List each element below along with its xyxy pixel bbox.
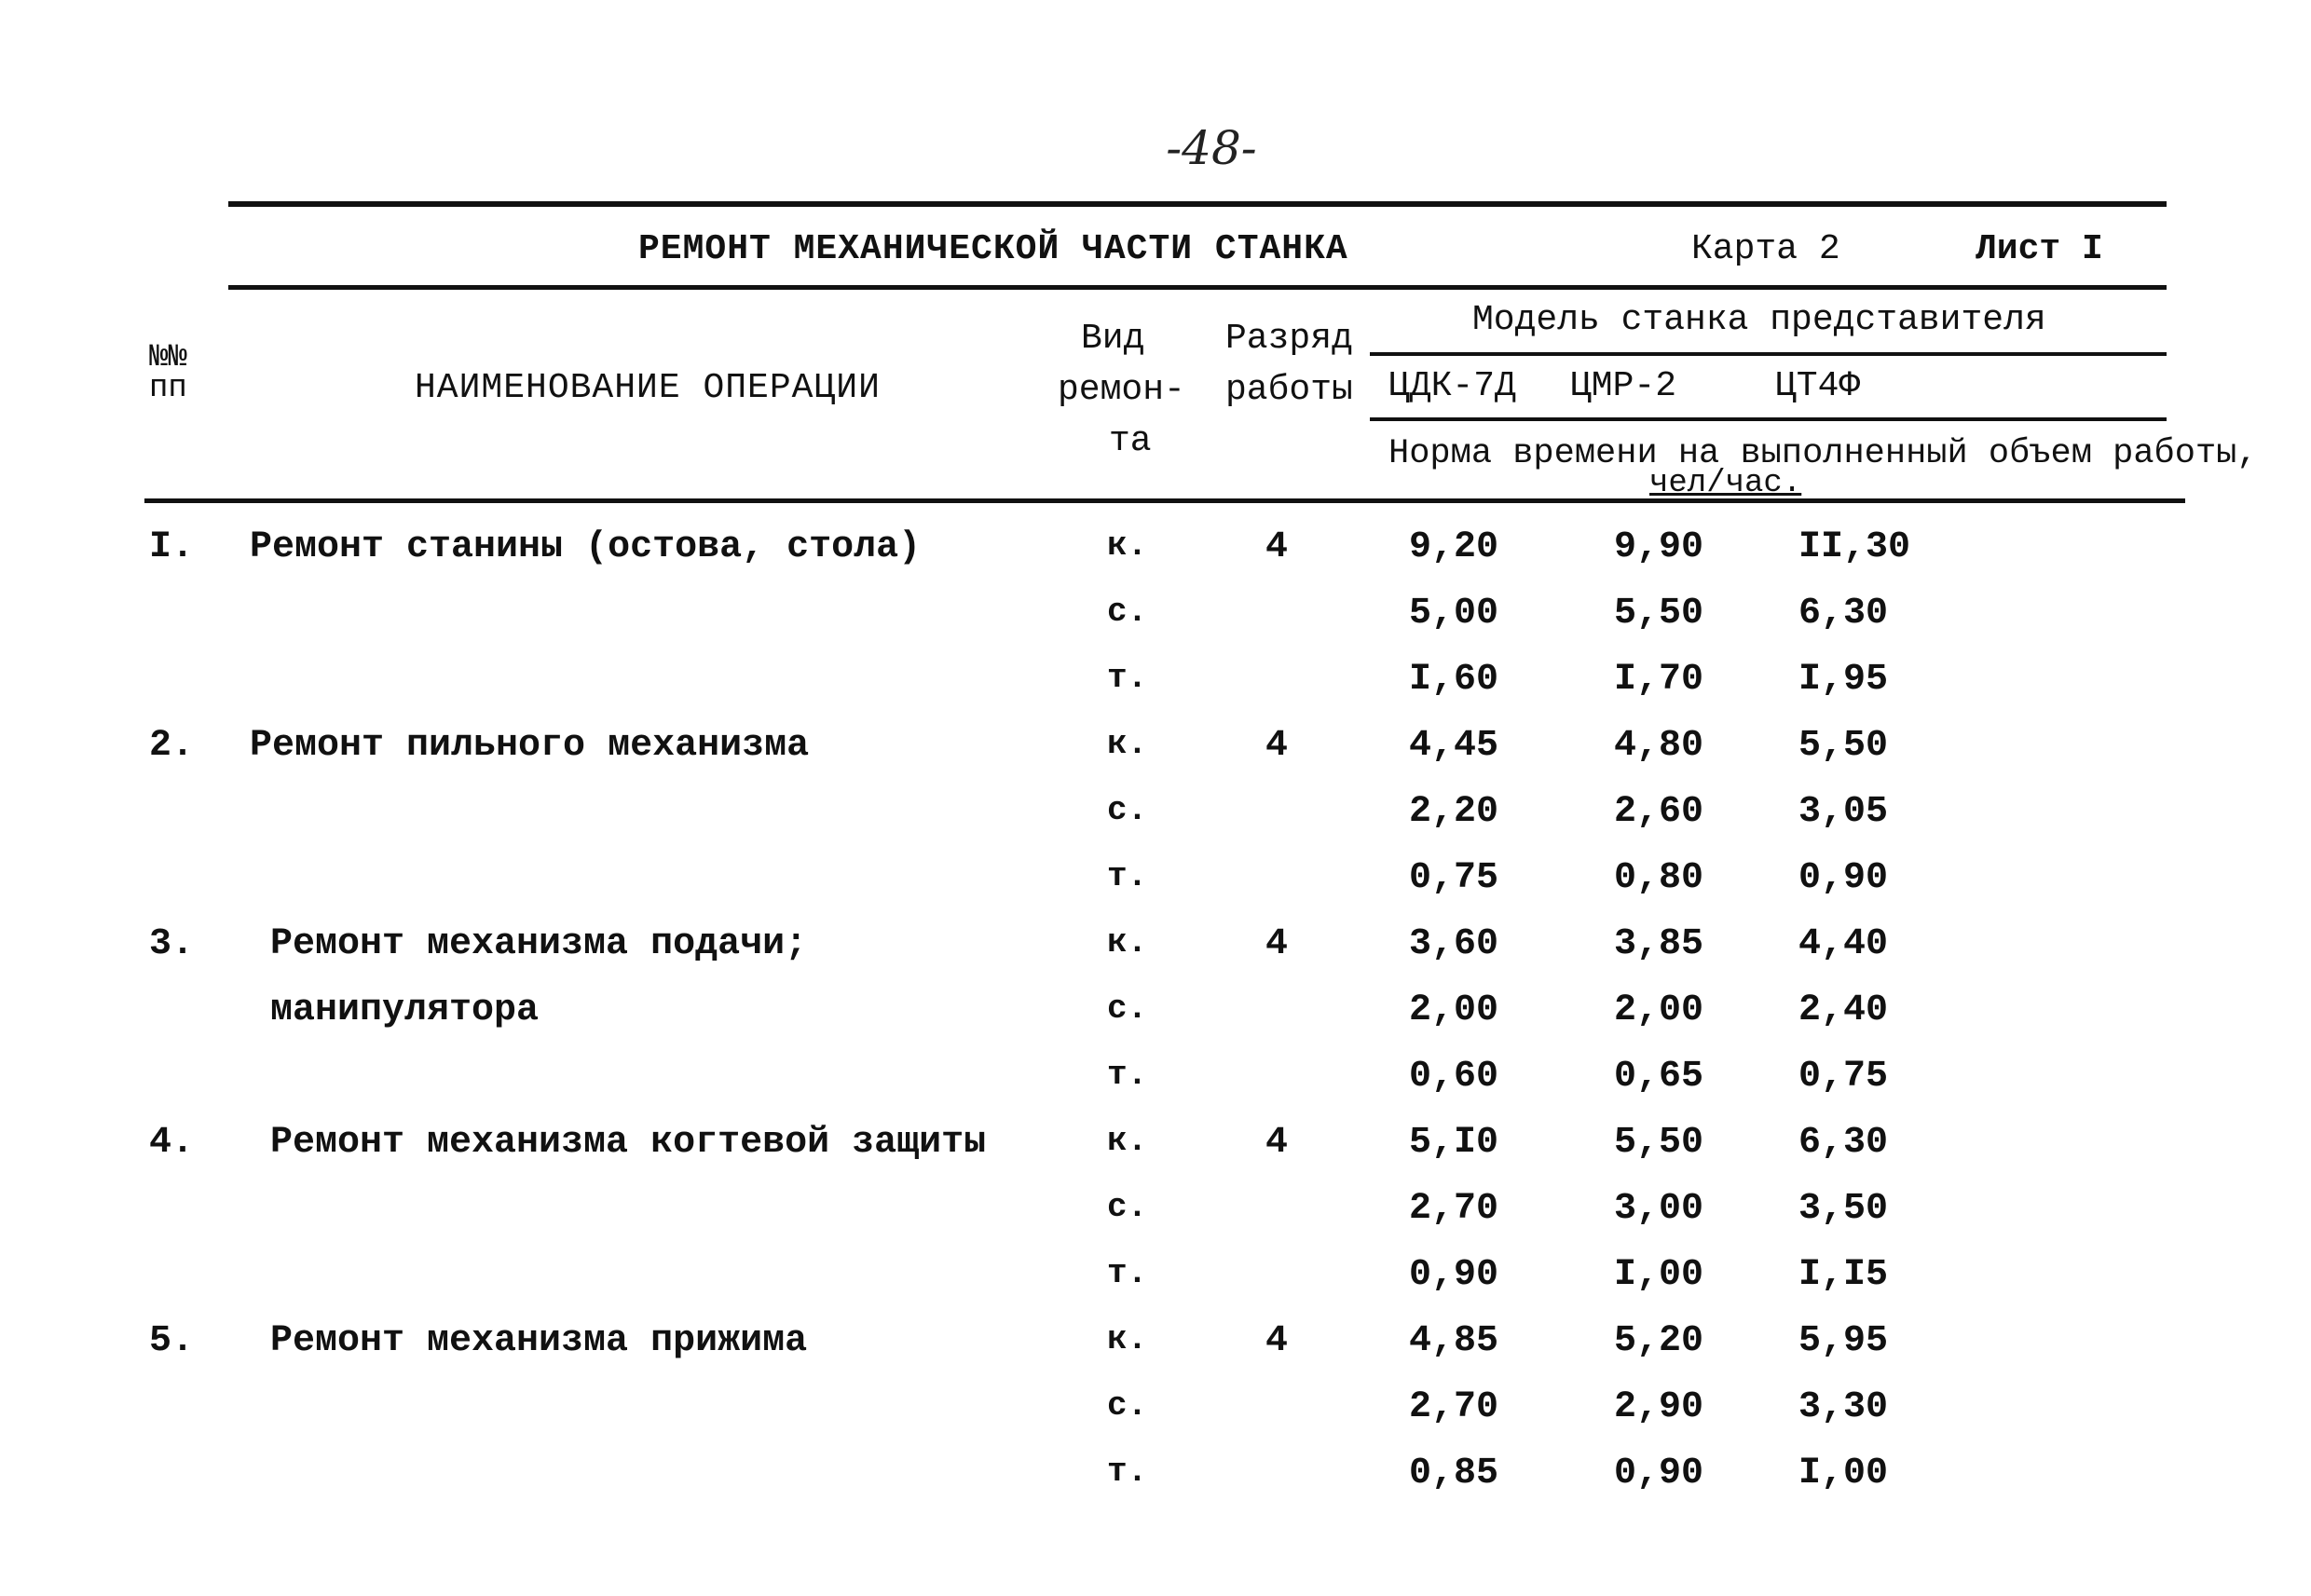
norm-value-model-3: II,30 [1798,526,1911,568]
norm-value-model-1: 2,00 [1409,989,1499,1031]
repair-type: с. [1107,791,1148,829]
norm-value-model-1: 0,75 [1409,857,1499,899]
norm-value-model-3: 4,40 [1798,923,1889,965]
norm-value-model-3: I,00 [1798,1453,1889,1494]
repair-type: т. [1107,1453,1148,1491]
page-number: -48- [1166,121,1257,175]
col-number-line2: пп [149,371,187,406]
document-title: РЕМОНТ МЕХАНИЧЕСКОЙ ЧАСТИ СТАНКА [638,229,1348,269]
top-rule [228,201,2167,207]
norm-value-model-1: 2,20 [1409,791,1499,833]
repair-type: т. [1107,1056,1148,1094]
norm-value-model-1: 3,60 [1409,923,1499,965]
norm-value-model-3: 3,05 [1798,791,1889,833]
norm-value-model-3: 0,75 [1798,1056,1889,1098]
norm-value-model-3: 6,30 [1798,593,1889,634]
operation-number: 2. [149,725,195,767]
card-number: Карта 2 [1691,229,1840,269]
operation-grade: 4 [1265,923,1289,965]
norm-value-model-2: 0,80 [1614,857,1704,899]
norm-value-model-3: 2,40 [1798,989,1889,1031]
col-grade-line1: Разряд [1225,319,1353,359]
norm-value-model-3: I,I5 [1798,1254,1889,1296]
col-model-3: ЦТ4Ф [1775,366,1861,406]
repair-type: т. [1107,1254,1148,1292]
norm-value-model-1: 4,85 [1409,1320,1499,1362]
repair-type: с. [1107,989,1148,1028]
norm-value-model-2: 5,50 [1614,593,1704,634]
norm-value-model-1: 0,85 [1409,1453,1499,1494]
col-repair-type-line1: Вид [1081,319,1145,359]
norm-value-model-1: 4,45 [1409,725,1499,767]
repair-type: т. [1107,857,1148,895]
col-norm-line2: чел/час. [1649,466,1802,501]
repair-type: с. [1107,593,1148,631]
operation-name-continued: манипулятора [270,989,540,1031]
operation-name: Ремонт пильного механизма [250,725,810,767]
norm-value-model-1: I,60 [1409,659,1499,701]
models-rule [1370,352,2167,356]
norm-value-model-1: 2,70 [1409,1188,1499,1230]
operation-number: 5. [149,1320,195,1362]
norm-value-model-3: I,95 [1798,659,1889,701]
norm-value-model-1: 0,60 [1409,1056,1499,1098]
repair-type: к. [1107,923,1148,962]
sheet-number: Лист I [1976,229,2103,269]
norm-value-model-2: 0,65 [1614,1056,1704,1098]
norm-value-model-1: 2,70 [1409,1386,1499,1428]
operation-grade: 4 [1265,725,1289,767]
norm-value-model-2: I,70 [1614,659,1704,701]
norm-value-model-2: 2,00 [1614,989,1704,1031]
operation-grade: 4 [1265,1122,1289,1164]
operation-grade: 4 [1265,1320,1289,1362]
header-bottom-rule [144,498,2185,503]
operation-name: Ремонт станины (остова, стола) [250,526,922,568]
repair-type: т. [1107,659,1148,697]
col-repair-type-line2: ремон- [1058,370,1185,410]
norm-value-model-2: 2,60 [1614,791,1704,833]
title-rule [228,285,2167,290]
norm-value-model-3: 3,30 [1798,1386,1889,1428]
norm-value-model-2: 9,90 [1614,526,1704,568]
norm-value-model-2: 0,90 [1614,1453,1704,1494]
col-operation-name: НАИМЕНОВАНИЕ ОПЕРАЦИИ [415,368,881,408]
norm-value-model-2: 2,90 [1614,1386,1704,1428]
operation-number: 3. [149,923,195,965]
norm-value-model-2: 3,85 [1614,923,1704,965]
col-grade-line2: работы [1225,370,1353,410]
operation-name: Ремонт механизма прижима [270,1320,808,1362]
norm-value-model-1: 9,20 [1409,526,1499,568]
norm-value-model-1: 5,I0 [1409,1122,1499,1164]
norm-value-model-3: 5,95 [1798,1320,1889,1362]
col-number-line1: №№ [149,340,187,375]
norm-value-model-1: 0,90 [1409,1254,1499,1296]
col-models-header: Модель станка представителя [1472,300,2046,340]
repair-type: с. [1107,1386,1148,1425]
norm-value-model-2: 5,50 [1614,1122,1704,1164]
col-model-1: ЦДК-7Д [1388,366,1516,406]
operation-number: 4. [149,1122,195,1164]
norm-value-model-3: 6,30 [1798,1122,1889,1164]
operation-name: Ремонт механизма подачи; [270,923,808,965]
repair-type: с. [1107,1188,1148,1226]
operation-grade: 4 [1265,526,1289,568]
norm-value-model-3: 5,50 [1798,725,1889,767]
norm-value-model-3: 0,90 [1798,857,1889,899]
norm-value-model-2: I,00 [1614,1254,1704,1296]
col-norm-line1: Норма времени на выполненный объем работы, [1388,434,2258,473]
repair-type: к. [1107,1320,1148,1358]
norm-value-model-2: 4,80 [1614,725,1704,767]
norm-value-model-3: 3,50 [1798,1188,1889,1230]
col-model-2: ЦМР-2 [1570,366,1677,406]
repair-type: к. [1107,526,1148,565]
norm-value-model-2: 5,20 [1614,1320,1704,1362]
model-names-rule [1370,417,2167,421]
repair-type: к. [1107,1122,1148,1160]
repair-type: к. [1107,725,1148,763]
operation-name: Ремонт механизма когтевой защиты [270,1122,987,1164]
col-repair-type-line3: та [1109,421,1152,461]
operation-number: I. [149,526,195,568]
norm-value-model-1: 5,00 [1409,593,1499,634]
norm-value-model-2: 3,00 [1614,1188,1704,1230]
